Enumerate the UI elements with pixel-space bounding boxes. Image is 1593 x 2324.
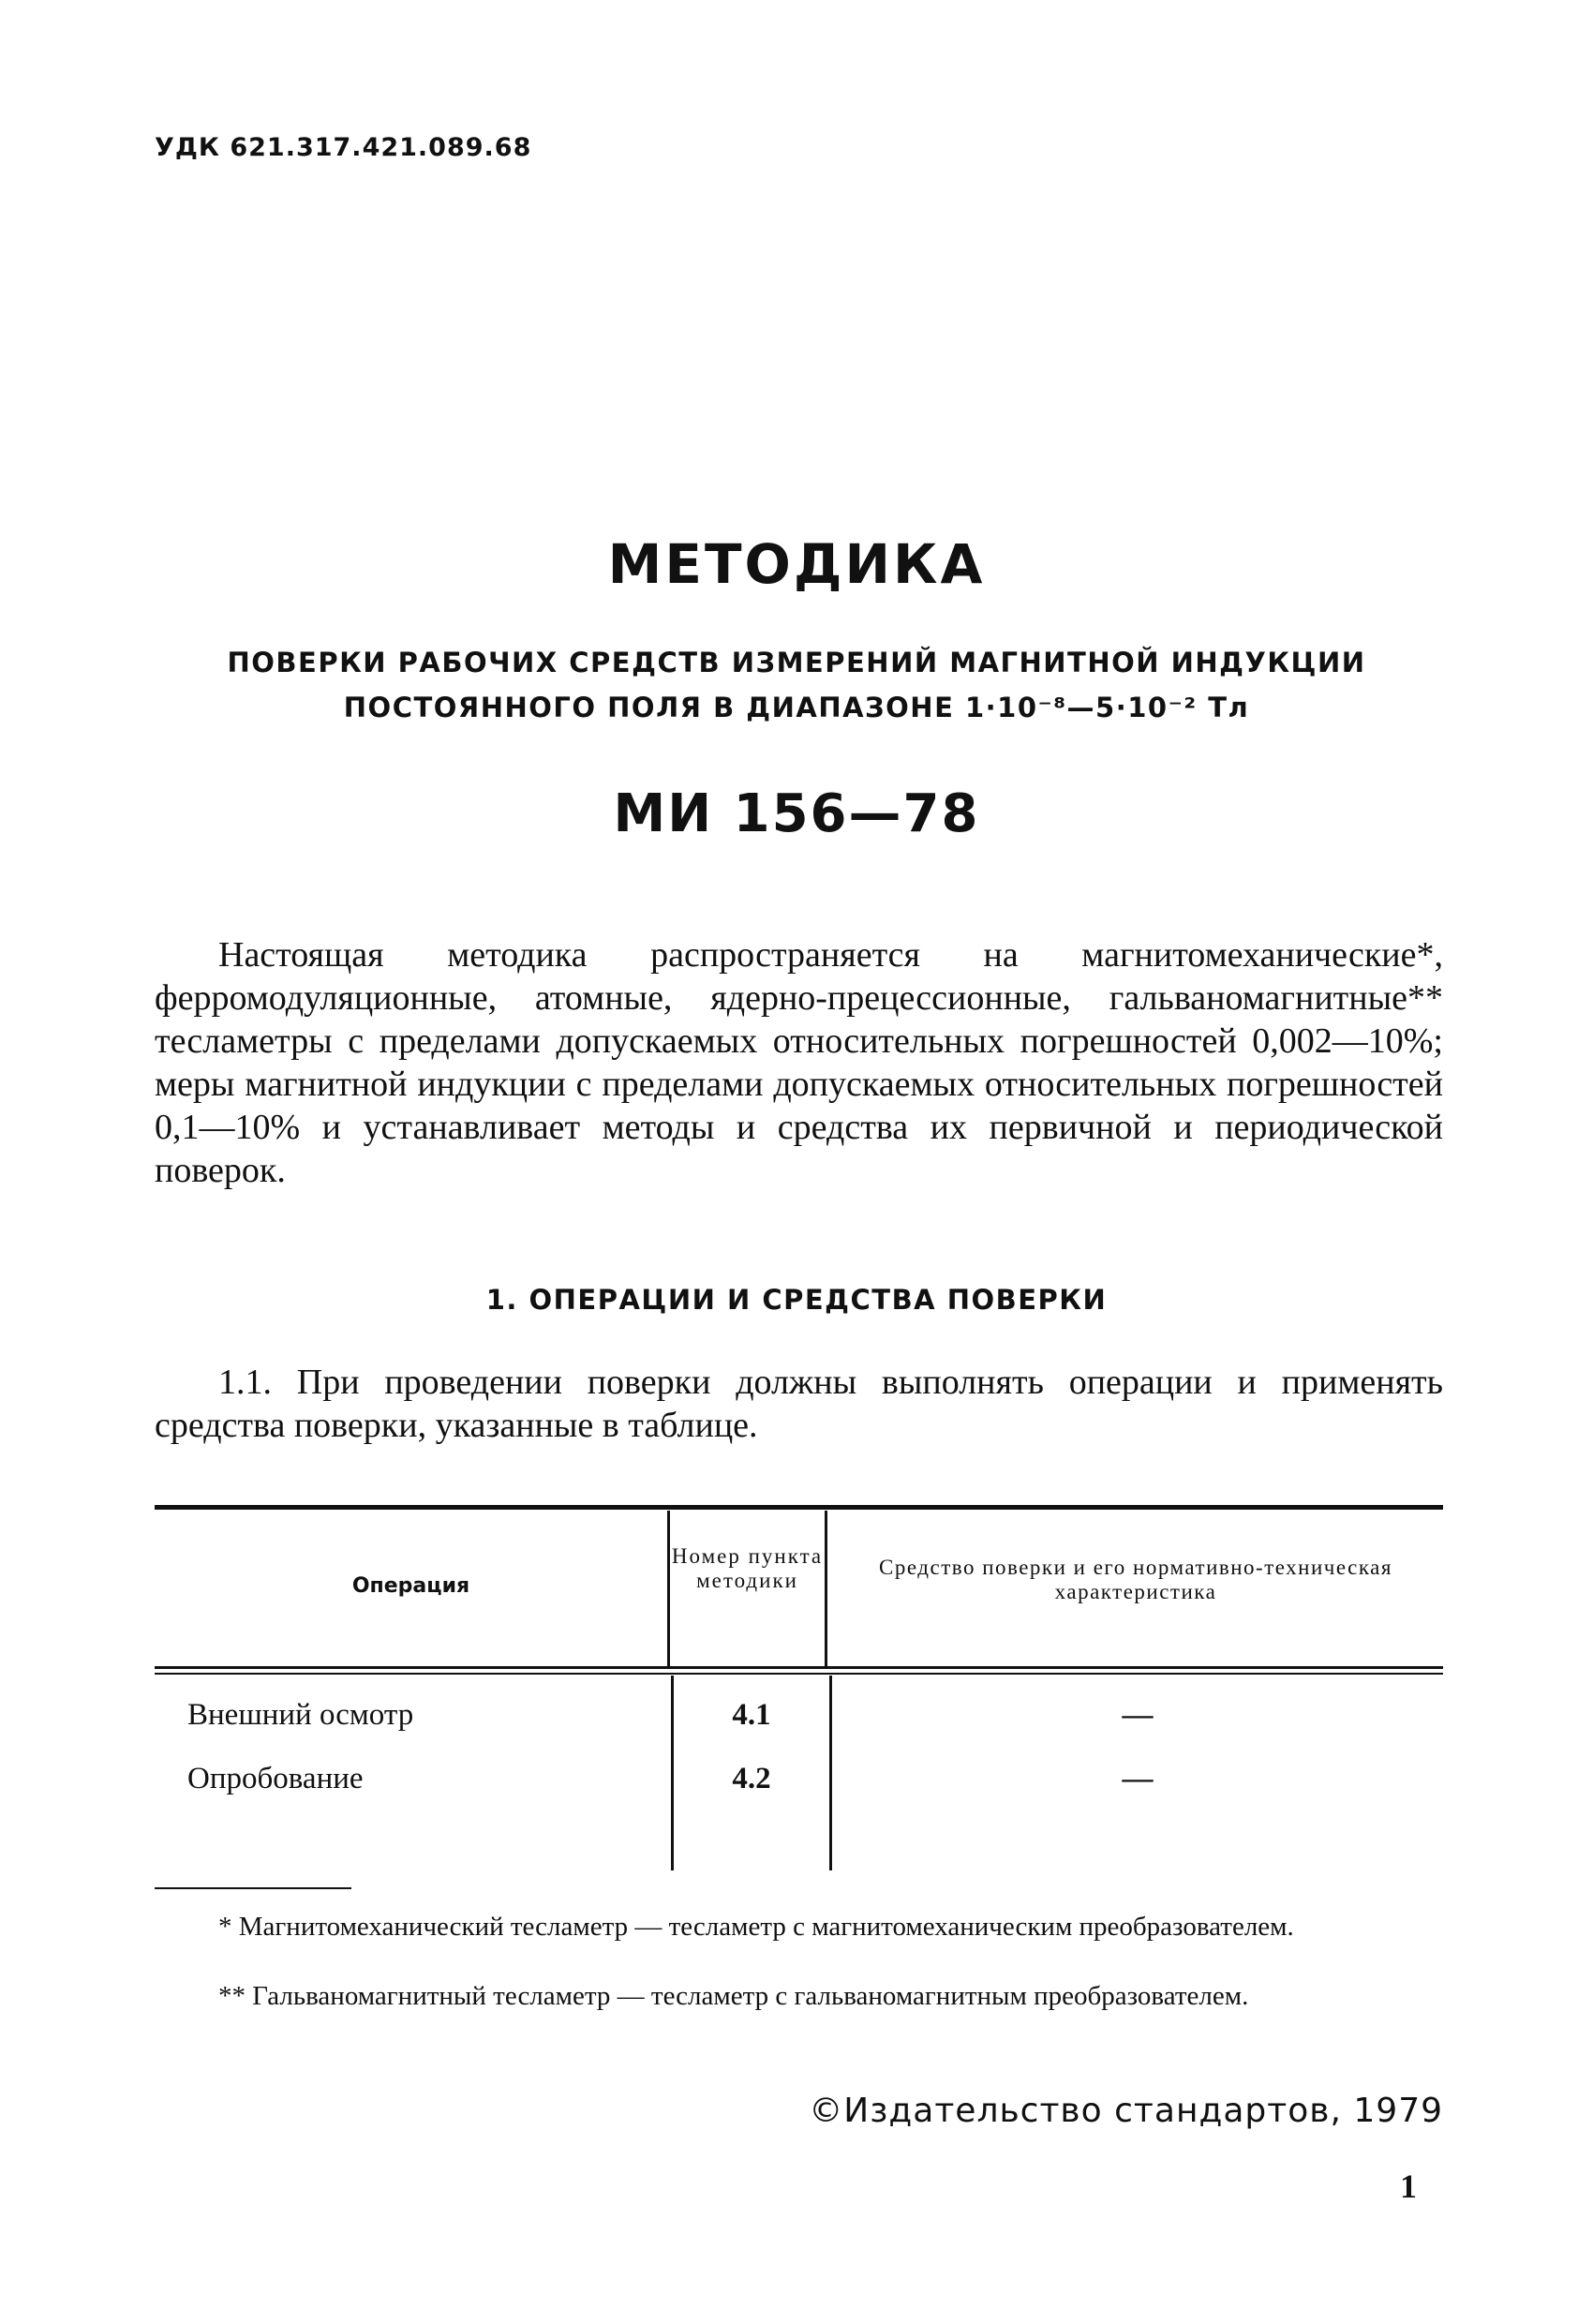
footnote-2: ** Гальваномагнитный тесламетр — тесламетр с гальваномагнитным преобразователем. — [218, 1981, 1249, 2011]
subtitle-line-2: ПОСТОЯННОГО ПОЛЯ В ДИАПАЗОНЕ 1·10⁻⁸—5·10⁻² Тл — [343, 692, 1250, 723]
table-header-means: Средство поверки и его нормативно-техническая характеристика — [879, 1556, 1392, 1603]
udk-code: УДК 621.317.421.089.68 — [155, 133, 532, 162]
footnote-rule — [155, 1887, 351, 1889]
table-column-divider — [825, 1511, 827, 1666]
clause-1-1: 1.1. При проведении поверки должны выполнять операции и применять средства поверки, указанные в таблице. — [155, 1363, 1443, 1445]
table-header-operation: Операция — [351, 1574, 470, 1598]
table-top-rule — [155, 1505, 1443, 1510]
table-cell-item-number: 4.1 — [732, 1698, 771, 1732]
table-cell-operation: Опробование — [187, 1762, 364, 1795]
section-heading: 1. ОПЕРАЦИИ И СРЕДСТВА ПОВЕРКИ — [485, 1284, 1108, 1316]
table-cell-operation: Внешний осмотр — [187, 1698, 414, 1732]
intro-paragraph: Настоящая методика распространяется на магнитомеханические*, ферромодуляционные, атомные, ядерно-прецессионные, гальваномагнитные** тесламетры с пределами допускаемых относительных погрешностей 0,002—10%; меры магнитной индукции с пределами допускаемых относительных погрешностей 0,1—10% и устанавливает методы и средства их первичной и периодической поверок. — [155, 935, 1443, 1190]
document-code: МИ 156—78 — [613, 783, 980, 844]
table-cell-item-number: 4.2 — [732, 1762, 771, 1795]
table-header-item-number: Номер пункта методики — [671, 1544, 824, 1592]
table-header-rule-double — [155, 1673, 1443, 1675]
page-number: 1 — [1400, 2168, 1417, 2205]
copyright: ©Издательство стандартов, 1979 — [809, 2092, 1443, 2130]
table-cell-means: — — [1122, 1698, 1154, 1732]
footnote-1: * Магнитомеханический тесламетр — тесламетр с магнитомеханическим преобразователем. — [218, 1912, 1294, 1942]
table-cell-means: — — [1122, 1762, 1154, 1795]
subtitle-line-1: ПОВЕРКИ РАБОЧИХ СРЕДСТВ ИЗМЕРЕНИЙ МАГНИТНОЙ ИНДУКЦИИ — [227, 647, 1366, 678]
table-header-rule — [155, 1666, 1443, 1669]
document-title: МЕТОДИКА — [607, 532, 986, 596]
